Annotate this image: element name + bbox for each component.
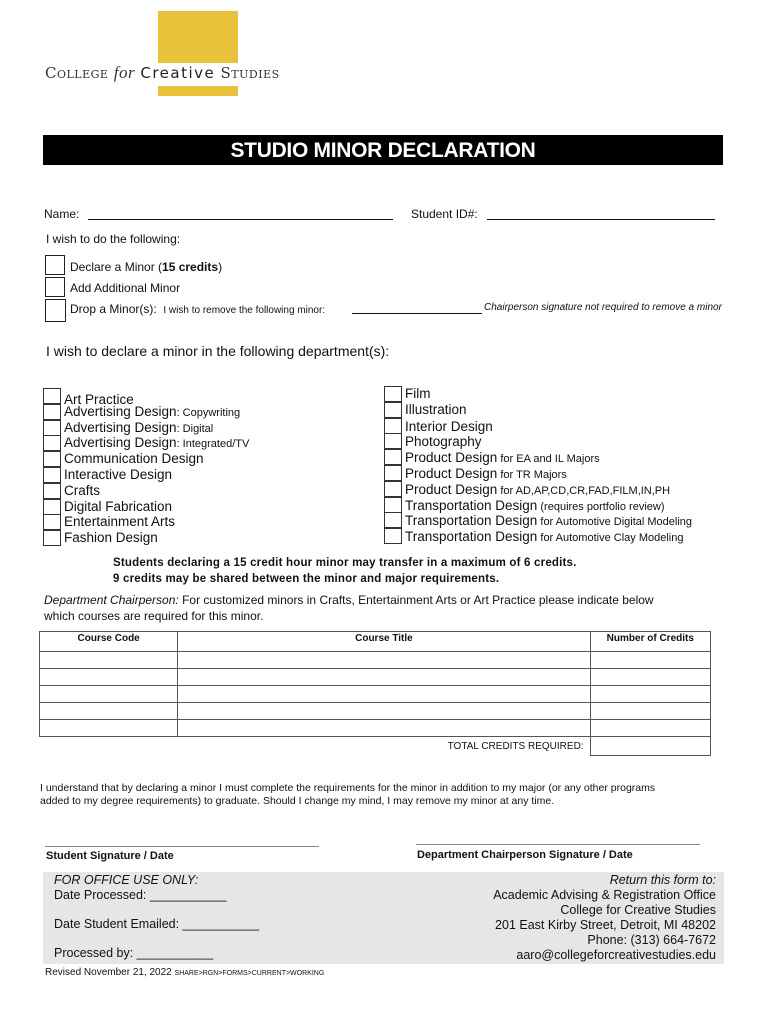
col-course-title: Course Title (178, 632, 590, 652)
checkbox[interactable] (43, 483, 61, 499)
departments-heading: I wish to declare a minor in the following department(s): (46, 343, 390, 359)
departments-left (43, 388, 249, 546)
dept-product-design-tr[interactable]: Product Design for TR Majors (384, 465, 692, 481)
checkbox[interactable] (384, 418, 402, 434)
table-row (40, 720, 711, 737)
file-path: SHARE>RGN>FORMS>CURRENT>WORKING (174, 970, 325, 977)
checkbox[interactable] (384, 512, 402, 528)
dept-transportation-design[interactable]: Transportation Design (requires portfolio review) (384, 497, 692, 513)
checkbox[interactable] (43, 499, 61, 515)
drop-minor-field[interactable] (352, 302, 482, 314)
declare-minor-checkbox[interactable] (45, 255, 65, 275)
cell[interactable] (178, 652, 590, 669)
chair-instructions: Department Chairperson: For customized minors in Crafts, Entertainment Arts or Art Practice please indicate below (44, 593, 654, 607)
transfer-note: Students declaring a 15 credit hour minor may transfer in a maximum of 6 credits. (113, 557, 577, 569)
col-course-code: Course Code (40, 632, 178, 652)
page-title: STUDIO MINOR DECLARATION (43, 135, 723, 165)
checkbox[interactable] (43, 530, 61, 546)
declare-minor-label: Declare a Minor (15 credits) (70, 260, 223, 274)
checkbox[interactable] (43, 404, 61, 420)
date-student-emailed[interactable]: Date Student Emailed: ___________ (54, 917, 260, 931)
total-credits-label: TOTAL CREDITS REQUIRED: (447, 740, 584, 752)
col-credits: Number of Credits (590, 632, 710, 652)
checkbox[interactable] (384, 497, 402, 513)
add-minor-checkbox[interactable] (45, 277, 65, 297)
chair-instructions-2: which courses are required for this minor. (44, 609, 264, 623)
student-signature-label: Student Signature / Date (46, 850, 174, 862)
office-heading: FOR OFFICE USE ONLY: (54, 873, 199, 887)
checkbox[interactable] (384, 449, 402, 465)
checkbox[interactable] (43, 467, 61, 483)
dept-illustration[interactable]: Illustration (384, 402, 692, 418)
office-fields (54, 873, 259, 961)
dept-interior-design[interactable]: Interior Design (384, 418, 692, 434)
logo-block (158, 11, 238, 63)
dept-entertainment-arts[interactable]: Entertainment Arts (43, 514, 249, 530)
logo-college: College (45, 64, 109, 82)
checkbox[interactable] (384, 481, 402, 497)
cell[interactable] (40, 703, 178, 720)
date-processed[interactable]: Date Processed: ___________ (54, 888, 227, 902)
chair-signature-label: Department Chairperson Signature / Date (417, 849, 633, 861)
cell[interactable] (40, 652, 178, 669)
checkbox[interactable] (43, 514, 61, 530)
return-heading: Return this form to: (609, 873, 716, 887)
cell[interactable] (40, 686, 178, 703)
college-logo (45, 63, 280, 83)
student-signature-line[interactable] (45, 846, 319, 847)
dept-film[interactable]: Film (384, 386, 692, 402)
dept-photography[interactable]: Photography (384, 433, 692, 449)
cell[interactable] (590, 720, 710, 737)
dept-product-design-other[interactable]: Product Design for AD,AP,CD,CR,FAD,FILM,IN,PH (384, 481, 692, 497)
agreement-text: I understand that by declaring a minor I must complete the requirements for the minor in addition to my major (or any other programs added to my degree requirements) to graduate. Should I change my mind, I may remove my minor at any time. (40, 782, 656, 807)
checkbox[interactable] (43, 435, 61, 451)
table-row (40, 686, 711, 703)
checkbox[interactable] (43, 451, 61, 467)
dept-digital-fabrication[interactable]: Digital Fabrication (43, 499, 249, 515)
dept-advertising-digital[interactable]: Advertising Design: Digital (43, 420, 249, 436)
checkbox[interactable] (384, 402, 402, 418)
cell[interactable] (178, 703, 590, 720)
cell[interactable] (40, 720, 178, 737)
checkbox[interactable] (384, 386, 402, 402)
logo-creative: Creative (140, 64, 216, 82)
logo-for: for (113, 63, 136, 82)
name-field[interactable] (88, 205, 393, 220)
cell[interactable] (40, 669, 178, 686)
student-id-field[interactable] (487, 205, 715, 220)
return-college: College for Creative Studies (560, 903, 716, 917)
return-office: Academic Advising & Registration Office (493, 888, 716, 902)
return-address (493, 873, 716, 963)
revised-date: Revised November 21, 2022 (45, 967, 172, 978)
dept-art-practice[interactable]: Art Practice (43, 388, 249, 404)
table-header (40, 632, 711, 652)
dept-transportation-clay[interactable]: Transportation Design for Automotive Clay Modeling (384, 528, 692, 544)
dept-transportation-digital[interactable]: Transportation Design for Automotive Digital Modeling (384, 512, 692, 528)
checkbox[interactable] (43, 420, 61, 436)
dept-product-design-ea-il[interactable]: Product Design for EA and IL Majors (384, 449, 692, 465)
shared-credits-note: 9 credits may be shared between the minor and major requirements. (113, 573, 500, 585)
drop-minor-note: Chairperson signature not required to remove a minor (484, 302, 722, 313)
return-street: 201 East Kirby Street, Detroit, MI 48202 (495, 918, 716, 932)
dept-crafts[interactable]: Crafts (43, 483, 249, 499)
name-label: Name: (44, 207, 80, 221)
table-row (40, 703, 711, 720)
table-row (40, 652, 711, 669)
checkbox[interactable] (384, 528, 402, 544)
dept-fashion-design[interactable]: Fashion Design (43, 530, 249, 546)
actions-intro: I wish to do the following: (46, 232, 181, 246)
total-credits-field[interactable] (590, 737, 710, 756)
cell[interactable] (590, 703, 710, 720)
logo-studies: Studies (220, 64, 280, 82)
total-row (40, 737, 711, 756)
student-id-label: Student ID#: (411, 207, 478, 221)
cell[interactable] (590, 652, 710, 669)
cell[interactable] (178, 720, 590, 737)
course-table (39, 631, 711, 756)
dept-interactive-design[interactable]: Interactive Design (43, 467, 249, 483)
return-email[interactable]: aaro@collegeforcreativestudies.edu (516, 948, 716, 962)
departments-right (384, 386, 692, 544)
checkbox[interactable] (43, 388, 61, 404)
cell[interactable] (590, 686, 710, 703)
cell[interactable] (178, 686, 590, 703)
drop-minor-label: Drop a Minor(s): I wish to remove the following minor: (70, 302, 326, 316)
checkbox[interactable] (384, 465, 402, 481)
cell[interactable] (178, 669, 590, 686)
dept-advertising-integrated[interactable]: Advertising Design: Integrated/TV (43, 435, 249, 451)
table-row (40, 669, 711, 686)
cell[interactable] (590, 669, 710, 686)
checkbox[interactable] (384, 433, 402, 449)
chair-signature-line[interactable] (416, 844, 700, 845)
add-minor-label: Add Additional Minor (70, 281, 181, 295)
processed-by[interactable]: Processed by: ___________ (54, 946, 214, 960)
logo-bar (158, 86, 238, 96)
return-phone: Phone: (313) 664-7672 (587, 933, 716, 947)
dept-communication-design[interactable]: Communication Design (43, 451, 249, 467)
footer (45, 967, 324, 978)
dept-advertising-copywriting[interactable]: Advertising Design: Copywriting (43, 404, 249, 420)
drop-minor-checkbox[interactable] (45, 299, 66, 322)
